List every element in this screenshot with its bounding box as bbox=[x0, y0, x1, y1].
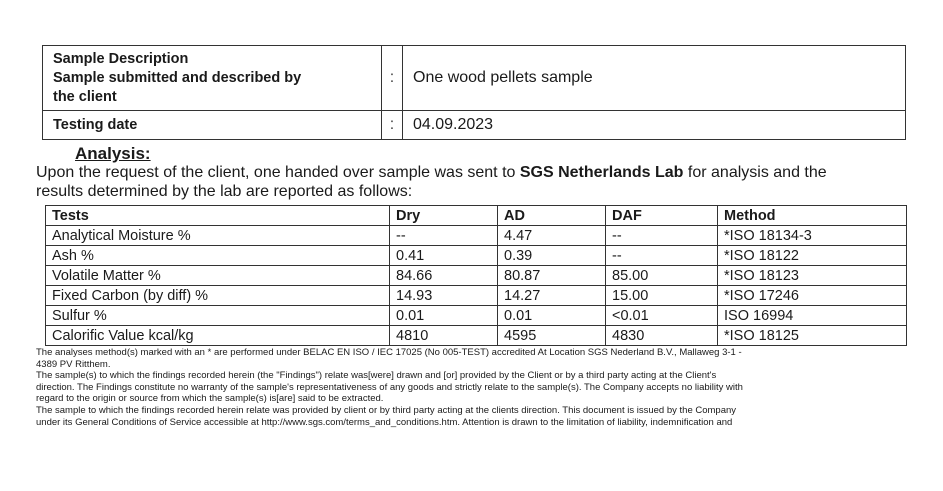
note-line: 4389 PV Ritthem. bbox=[36, 358, 111, 370]
results-table bbox=[45, 205, 907, 346]
test-name: Analytical Moisture % bbox=[46, 226, 390, 246]
note-line: regard to the origin or source from which the sample(s) is[are] said to be extracted. bbox=[36, 393, 384, 405]
table-row bbox=[46, 226, 907, 246]
findings-note bbox=[36, 370, 916, 405]
daf-value: 15.00 bbox=[606, 286, 718, 306]
label-line: Sample submitted and described by bbox=[53, 69, 302, 86]
separator: : bbox=[382, 111, 403, 140]
daf-value: 85.00 bbox=[606, 266, 718, 286]
intro-paragraph bbox=[36, 163, 916, 201]
header-dry: Dry bbox=[390, 206, 498, 226]
method-value: *ISO 17246 bbox=[718, 286, 907, 306]
table-row bbox=[46, 286, 907, 306]
note-line: direction. The Findings constitute no warranty of the sample's representativeness of any goods and strictly relate to the sample(s). The Company accepts no liability with bbox=[36, 381, 743, 393]
lab-name: SGS Netherlands Lab bbox=[519, 164, 684, 181]
method-value: *ISO 18122 bbox=[718, 246, 907, 266]
daf-value: -- bbox=[606, 246, 718, 266]
conditions-note bbox=[36, 405, 916, 428]
intro-prefix: Upon the request of the client, one handed over sample was sent to bbox=[36, 164, 520, 181]
table-row bbox=[46, 266, 907, 286]
dry-value: 84.66 bbox=[390, 266, 498, 286]
method-value: *ISO 18123 bbox=[718, 266, 907, 286]
ad-value: 4.47 bbox=[498, 226, 606, 246]
sample-description-label bbox=[43, 46, 382, 111]
test-name: Fixed Carbon (by diff) % bbox=[46, 286, 390, 306]
testing-date-value: 04.09.2023 bbox=[403, 111, 906, 140]
test-name: Calorific Value kcal/kg bbox=[46, 326, 390, 346]
note-line: The analyses method(s) marked with an * are performed under BELAC EN ISO / IEC 17025 (No 005-TEST) accredited At Location SGS Nederland B.V., Mallaweg 3-1 - bbox=[36, 347, 742, 358]
daf-value: 4830 bbox=[606, 326, 718, 346]
dry-value: -- bbox=[390, 226, 498, 246]
header-daf: DAF bbox=[606, 206, 718, 226]
ad-value: 0.01 bbox=[498, 306, 606, 326]
method-value: *ISO 18125 bbox=[718, 326, 907, 346]
intro-suffix: for analysis and the bbox=[683, 164, 827, 181]
ad-value: 4595 bbox=[498, 326, 606, 346]
test-name: Ash % bbox=[46, 246, 390, 266]
method-value: *ISO 18134-3 bbox=[718, 226, 907, 246]
dry-value: 0.41 bbox=[390, 246, 498, 266]
footnotes bbox=[36, 347, 916, 428]
accreditation-note bbox=[36, 347, 916, 370]
sample-description-value: One wood pellets sample bbox=[403, 46, 906, 111]
sample-description-row bbox=[43, 46, 906, 111]
header-method: Method bbox=[718, 206, 907, 226]
method-value: ISO 16994 bbox=[718, 306, 907, 326]
note-line: under its General Conditions of Service accessible at http://www.sgs.com/terms_and_conditions.htm. Attention is drawn to the limitation of liability, indemnification and bbox=[36, 416, 733, 428]
sample-info-table bbox=[42, 45, 906, 140]
dry-value: 14.93 bbox=[390, 286, 498, 306]
label-line: the client bbox=[53, 88, 117, 105]
ad-value: 80.87 bbox=[498, 266, 606, 286]
note-line: The sample(s) to which the findings recorded herein (the "Findings") relate was[were] drawn and [or] provided by the Client or by a third party acting at the Client's bbox=[36, 370, 717, 382]
daf-value: <0.01 bbox=[606, 306, 718, 326]
intro-line-2: results determined by the lab are reported as follows: bbox=[36, 183, 413, 200]
table-row bbox=[46, 326, 907, 346]
test-name: Sulfur % bbox=[46, 306, 390, 326]
testing-date-label: Testing date bbox=[43, 111, 382, 140]
dry-value: 0.01 bbox=[390, 306, 498, 326]
testing-date-row bbox=[43, 111, 906, 140]
test-name: Volatile Matter % bbox=[46, 266, 390, 286]
table-row bbox=[46, 246, 907, 266]
results-header-row bbox=[46, 206, 907, 226]
note-line: The sample to which the findings recorded herein relate was provided by client or by third party acting at the clients direction. This document is issued by the Company bbox=[36, 404, 737, 416]
ad-value: 0.39 bbox=[498, 246, 606, 266]
separator: : bbox=[382, 46, 403, 111]
label-line: Sample Description bbox=[53, 50, 189, 67]
analysis-heading: Analysis: bbox=[75, 144, 151, 163]
ad-value: 14.27 bbox=[498, 286, 606, 306]
dry-value: 4810 bbox=[390, 326, 498, 346]
daf-value: -- bbox=[606, 226, 718, 246]
header-ad: AD bbox=[498, 206, 606, 226]
header-tests: Tests bbox=[46, 206, 390, 226]
table-row bbox=[46, 306, 907, 326]
intro-line-1 bbox=[36, 163, 916, 182]
